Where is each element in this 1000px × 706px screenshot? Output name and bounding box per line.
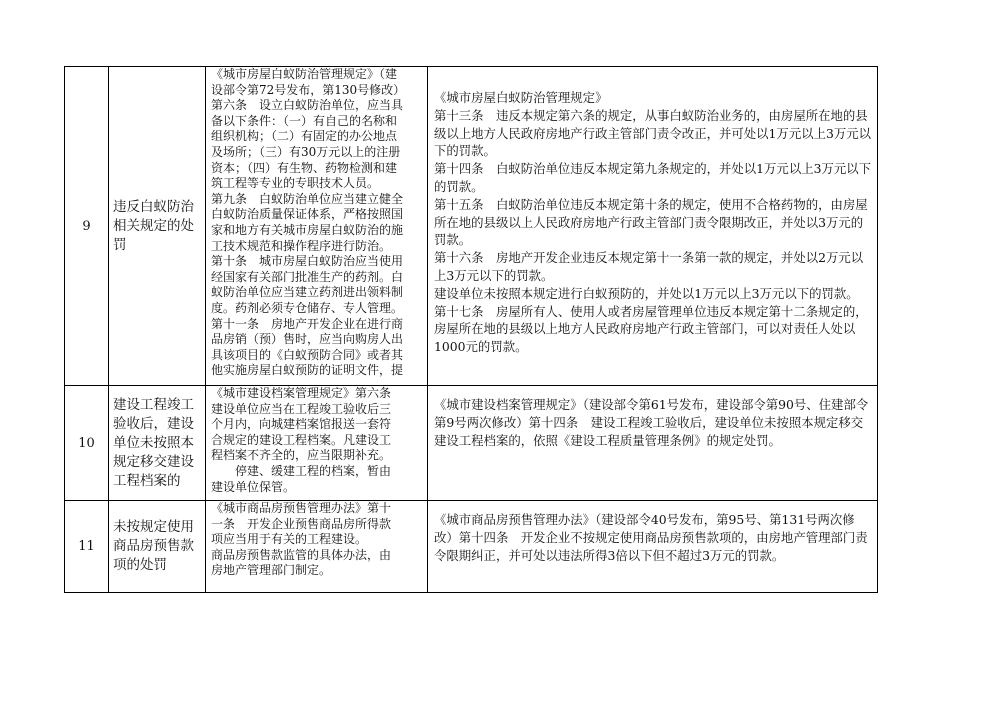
row-number: 11 <box>65 501 109 593</box>
penalty-paragraph: 第十四条 白蚁防治单位违反本规定第九条规定的，并处以1万元以上3万元以下的罚款。 <box>434 161 872 194</box>
penalty-paragraph: 第十七条 房屋所有人、使用人或者房屋管理单位违反本规定第十二条规定的，房屋所在地的县级以上地方人民政府房地产行政主管部门，可以对责任人处以1000元的罚款。 <box>434 303 868 355</box>
violation-item: 未按规定使用商品房预售款项的处罚 <box>109 501 206 593</box>
row-number: 10 <box>65 386 109 501</box>
legal-basis-line: 第九条 白蚁防治单位应当建立健全 <box>211 191 404 206</box>
penalty-table <box>64 66 878 593</box>
legal-basis-line: 经国家有关部门批准生产的药剂。白 <box>211 269 404 284</box>
legal-basis-line: 建设单位应当在工程竣工验收后三 <box>211 401 392 416</box>
legal-basis-line: 度。药剂必须专仓储存、专人管理。 <box>211 300 404 315</box>
legal-basis-line: 《城市房屋白蚁防治管理规定》（建 <box>211 67 398 81</box>
legal-basis-line: 《城市商品房预售管理办法》第十 <box>211 501 392 515</box>
violation-item: 建设工程竣工验收后，建设单位未按照本规定移交建设工程档案的 <box>109 386 206 501</box>
penalty-paragraph: 《城市建设档案管理规定》（建设部令第61号发布，建设部令第90号、住建部令第9号两次修改）第十四条 建设工程竣工验收后，建设单位未按照本规定移交建设工程档案的，依照《建设工程质量管理条例》的规定处罚。 <box>434 397 869 448</box>
legal-basis-line: 停建、缓建工程的档案，暂由 <box>211 463 392 478</box>
legal-basis-line: 组织机构；（二）有固定的办公地点 <box>211 129 398 144</box>
legal-basis-line: 资本；（四）有生物、药物检测和建 <box>211 160 398 175</box>
legal-basis-line: 设部令第72号发布，第130号修改） <box>211 82 406 97</box>
legal-basis-line: 白蚁防治质量保证体系，严格按照国 <box>211 207 404 222</box>
legal-basis-line: 第十一条 房地产开发企业在进行商 <box>211 316 404 331</box>
legal-basis-line: 程档案不齐全的，应当限期补充。 <box>211 448 392 463</box>
legal-basis-line: 《城市建设档案管理规定》第六条 <box>211 386 392 400</box>
legal-basis-cell <box>206 386 428 501</box>
legal-basis-cell <box>206 501 428 593</box>
legal-basis-line: 他实施房屋白蚁预防的证明文件，提 <box>211 363 404 378</box>
penalty-paragraph: 第十三条 违反本规定第六条的规定，从事白蚁防治业务的，由房屋所在地的县级以上地方人民政府房地产行政主管部门责令改正，并可处以1万元以上3万元以下的罚款。 <box>434 107 872 159</box>
legal-basis-line: 第六条 设立白蚁防治单位，应当具 <box>211 98 404 113</box>
legal-basis-line: 家和地方有关城市房屋白蚁防治的施 <box>211 222 404 237</box>
penalty-cell <box>428 501 878 593</box>
legal-basis-line: 商品房预售款监管的具体办法，由 <box>211 547 392 562</box>
penalty-cell <box>428 67 878 386</box>
penalty-cell <box>428 386 878 501</box>
legal-basis-line: 个月内，向城建档案馆报送一套符 <box>211 417 392 432</box>
legal-basis-text <box>206 501 427 592</box>
legal-basis-line: 具该项目的《白蚁预防合同》或者其 <box>211 347 404 362</box>
legal-basis-line: 建设单位保管。 <box>211 479 296 494</box>
penalty-paragraph: 建设单位未按照本规定进行白蚁预防的，并处以1万元以上3万元以下的罚款。 <box>434 285 859 301</box>
legal-basis-line: 蚁防治单位应当建立药剂进出领料制 <box>211 285 404 300</box>
legal-basis-line: 备以下条件：（一）有自己的名称和 <box>211 113 398 128</box>
legal-basis-line: 筑工程等专业的专职技术人员。 <box>211 176 380 191</box>
violation-item: 违反白蚁防治相关规定的处罚 <box>109 67 206 386</box>
legal-basis-line: 一条 开发企业预售商品房所得款 <box>211 516 392 531</box>
penalty-paragraph: 《城市商品房预售管理办法》（建设部令40号发布，第95号、第131号两次修改）第十四条 开发企业不按规定使用商品房预售款项的，由房地产管理部门责令限期纠正，并可处以违法所得3倍以下但不超过3万元的罚款。 <box>434 512 868 563</box>
legal-basis-line: 及场所；（三）有30万元以上的注册 <box>211 144 401 159</box>
penalty-paragraph: 第十五条 白蚁防治单位违反本规定第十条的规定，使用不合格药物的，由房屋所在地的县级以上人民政府房地产行政主管部门责令限期改正，并处以3万元的罚款。 <box>434 196 868 248</box>
table-row <box>65 386 878 501</box>
penalty-paragraph: 第十六条 房地产开发企业违反本规定第十一条第一款的规定，并处以2万元以上3万元以下的罚款。 <box>434 250 864 283</box>
row-number: 9 <box>65 67 109 386</box>
penalty-text <box>428 501 877 564</box>
legal-basis-line: 品房销（预）售时，应当向购房人出 <box>211 332 404 347</box>
legal-basis-text <box>206 67 427 385</box>
legal-basis-line: 合规定的建设工程档案。凡建设工 <box>211 432 392 447</box>
legal-basis-line: 项应当用于有关的工程建设。 <box>211 532 368 547</box>
table-row <box>65 501 878 593</box>
penalty-paragraph: 《城市房屋白蚁防治管理规定》 <box>434 90 608 105</box>
legal-basis-cell <box>206 67 428 386</box>
legal-basis-line: 工技术规范和操作程序进行防治。 <box>211 238 392 253</box>
legal-basis-text <box>206 386 427 500</box>
legal-basis-line: 房地产管理部门制定。 <box>211 563 332 578</box>
table-row <box>65 67 878 386</box>
legal-basis-line: 第十条 城市房屋白蚁防治应当使用 <box>211 254 404 269</box>
penalty-text <box>428 67 877 356</box>
penalty-text <box>428 386 877 449</box>
